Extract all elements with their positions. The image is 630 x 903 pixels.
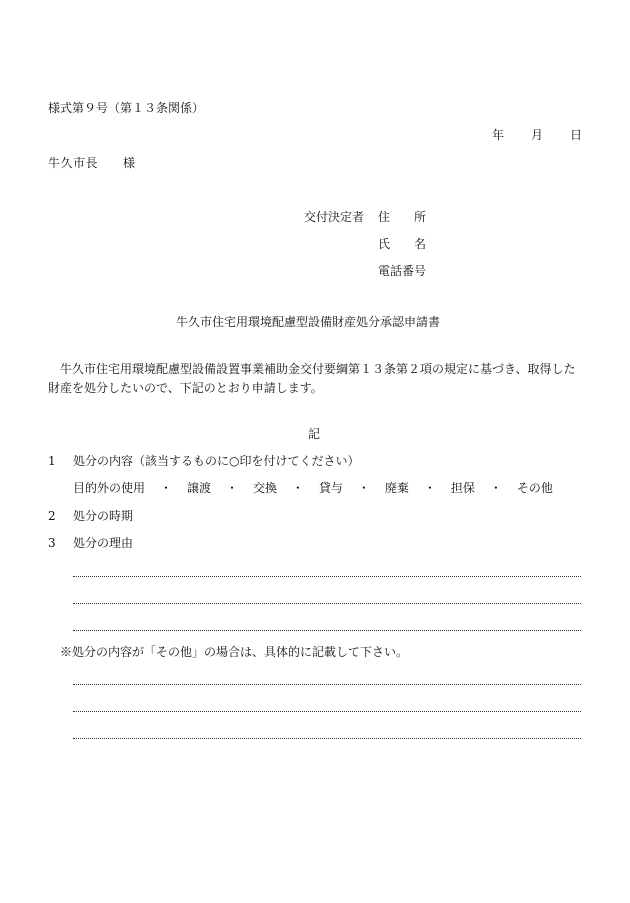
choice-separator: ・: [357, 481, 370, 495]
reason-line: [73, 630, 581, 631]
choice-separator: ・: [489, 481, 502, 495]
addressee-honorific: 様: [123, 156, 136, 170]
item-1-label: 処分の内容（該当するものに○印を付けてください）: [73, 454, 360, 468]
applicant-phone-label: 電話番号: [378, 264, 427, 278]
disposal-choices: [73, 481, 553, 496]
choice-other: その他: [516, 481, 553, 495]
other-detail-line: [73, 738, 581, 739]
choice-separator: ・: [423, 481, 436, 495]
document-title: 牛久市住宅用環境配慮型設備財産処分承認申請書: [176, 315, 441, 329]
applicant-role-label: 交付決定者: [304, 210, 365, 224]
item-3-label: 処分の理由: [73, 536, 134, 550]
choice-lease: 貸与: [318, 481, 343, 495]
choice-transfer: 譲渡: [186, 481, 211, 495]
ki-heading: 記: [308, 427, 321, 441]
item-1-number: 1: [48, 454, 56, 468]
other-detail-line: [73, 684, 581, 685]
body-paragraph: 牛久市住宅用環境配慮型設備設置事業補助金交付要綱第１３条第２項の規定に基づき、取得した財産を処分したいので、下記のとおり申請します。: [48, 362, 576, 395]
other-note: ※処分の内容が「その他」の場合は、具体的に記載して下さい。: [60, 645, 409, 659]
reason-line: [73, 603, 581, 604]
item-3-number: 3: [48, 536, 56, 550]
choice-separator: ・: [159, 481, 172, 495]
item-2-label: 処分の時期: [73, 509, 134, 523]
choice-separator: ・: [291, 481, 304, 495]
choice-separator: ・: [225, 481, 238, 495]
date-year-label: 年: [492, 128, 505, 142]
choice-exchange: 交換: [252, 481, 277, 495]
choice-unintended-use: 目的外の使用: [73, 481, 146, 495]
date-month-label: 月: [531, 128, 544, 142]
applicant-name-label: 氏 名: [378, 237, 427, 251]
addressee-name: 牛久市長: [48, 156, 99, 170]
other-detail-line: [73, 711, 581, 712]
item-2-number: 2: [48, 509, 56, 523]
reason-line: [73, 576, 581, 577]
form-number: 様式第９号（第１３条関係）: [48, 101, 205, 115]
choice-collateral: 担保: [450, 481, 475, 495]
date-day-label: 日: [570, 128, 583, 142]
choice-disposal: 廃棄: [384, 481, 409, 495]
applicant-address-label: 住 所: [378, 210, 427, 224]
